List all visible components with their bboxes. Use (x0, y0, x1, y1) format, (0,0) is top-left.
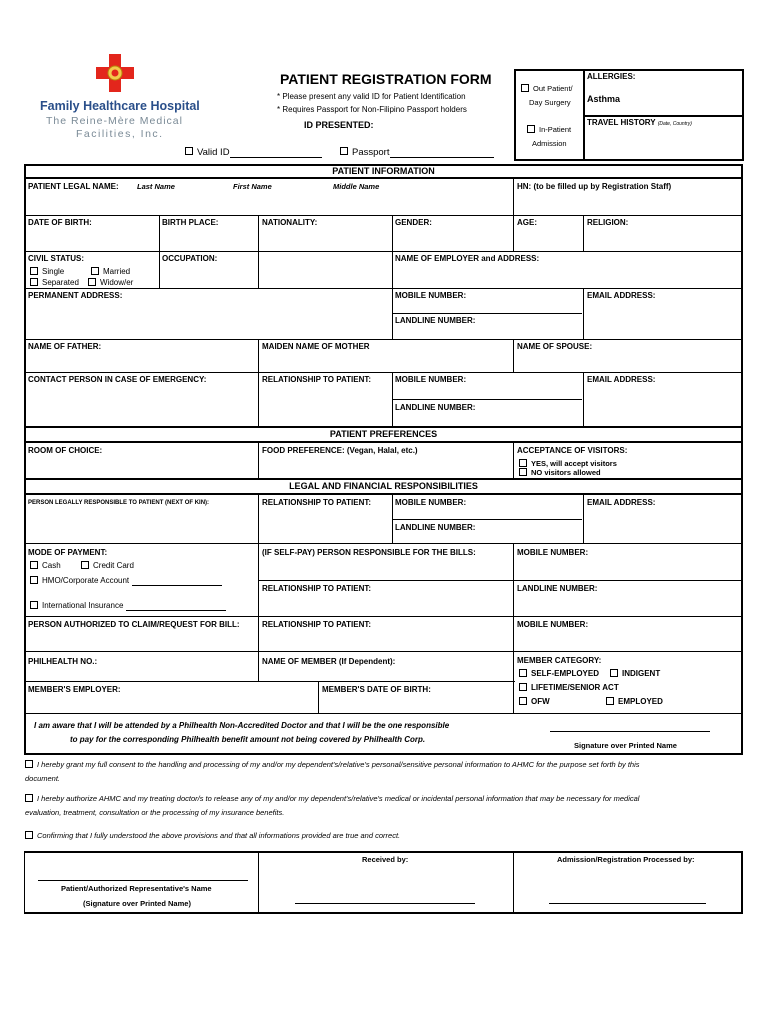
age-label: AGE: (517, 218, 537, 227)
section-patient-preferences: PATIENT PREFERENCES (329, 429, 438, 439)
id-note-1: * Please present any valid ID for Patient Identification (277, 92, 466, 101)
passport-label: Passport (352, 147, 390, 158)
dob-label: DATE OF BIRTH: (28, 218, 92, 227)
passport-line[interactable] (390, 157, 494, 158)
consent-2-text: I hereby authorize AHMC and my treating doctor/s to release any of my and/or my dependent's/relative's medical or incidental personal information that may be necessary for medical (37, 794, 640, 803)
philhealth-awareness-2: to pay for the corresponding Philhealth benefit amount not being covered by Philhealth Corp. (70, 735, 426, 744)
consent-1-text-2: document. (25, 774, 61, 783)
married-checkbox[interactable] (91, 267, 99, 275)
no-visitors-option[interactable] (519, 468, 601, 478)
travel-history-hint: (Date, Country) (657, 121, 692, 127)
member-employer-label: MEMBER'S EMPLOYER: (28, 685, 121, 694)
self-pay-landline-label: LANDLINE NUMBER: (517, 584, 598, 593)
emergency-mobile-label: MOBILE NUMBER: (395, 375, 467, 384)
credit-card-option[interactable] (81, 561, 134, 571)
no-visitors-checkbox[interactable] (519, 468, 527, 476)
separated-option[interactable] (30, 278, 79, 288)
awareness-signature-label: Signature over Printed Name (574, 741, 677, 750)
authorized-mobile-label: MOBILE NUMBER: (517, 620, 589, 629)
mobile-label: MOBILE NUMBER: (395, 291, 467, 300)
in-patient-label-1: In-Patient (539, 125, 572, 134)
member-name-label: NAME OF MEMBER (If Dependent): (262, 657, 396, 666)
passport-checkbox[interactable] (340, 147, 348, 155)
hmo-option[interactable] (30, 576, 222, 586)
mother-label: MAIDEN NAME OF MOTHER (262, 342, 370, 351)
no-visitors-label: NO visitors allowed (531, 468, 601, 477)
civil-status-label: CIVIL STATUS: (28, 254, 84, 263)
consent-1-checkbox[interactable] (25, 760, 33, 768)
lifetime-checkbox[interactable] (519, 683, 527, 691)
out-patient-option[interactable] (521, 84, 573, 93)
middle-name-hint: Middle Name (333, 182, 380, 191)
member-category-label: MEMBER CATEGORY: (517, 656, 602, 665)
emergency-relationship-label: RELATIONSHIP TO PATIENT: (262, 375, 372, 384)
single-checkbox[interactable] (30, 267, 38, 275)
indigent-option[interactable] (610, 669, 660, 679)
consent-1[interactable] (25, 758, 725, 786)
valid-id-field[interactable] (185, 147, 322, 158)
hospital-logo (96, 54, 134, 92)
nationality-label: NATIONALITY: (262, 218, 318, 227)
valid-id-line[interactable] (230, 157, 322, 158)
married-label: Married (103, 267, 131, 276)
allergies-value[interactable]: Asthma (587, 94, 621, 104)
allergies-label: ALLERGIES: (587, 72, 636, 81)
self-pay-label: (IF SELF-PAY) PERSON RESPONSIBLE FOR THE BILLS: (262, 548, 476, 557)
in-patient-option[interactable] (527, 125, 571, 134)
first-name-hint: First Name (233, 182, 272, 191)
rep-signature-line[interactable] (38, 880, 248, 881)
self-pay-mobile-label: MOBILE NUMBER: (517, 548, 589, 557)
self-pay-relationship-label: RELATIONSHIP TO PATIENT: (262, 584, 372, 593)
hospital-name: Family Healthcare Hospital (40, 99, 200, 113)
occupation-label: OCCUPATION: (162, 254, 218, 263)
employed-label: EMPLOYED (618, 697, 663, 706)
consent-3[interactable] (25, 829, 725, 843)
awareness-signature-line[interactable] (550, 731, 710, 732)
id-presented-label: ID PRESENTED: (304, 120, 374, 130)
hmo-label: HMO/Corporate Account (42, 576, 130, 585)
consent-1-text: I hereby grant my full consent to the handling and processing of my and/or my dependent's/relative's personal/sensitive personal information to AHMC for the purpose set forth by this (37, 760, 640, 769)
cash-checkbox[interactable] (30, 561, 38, 569)
cash-option[interactable] (30, 561, 61, 571)
credit-card-checkbox[interactable] (81, 561, 89, 569)
insurance-line[interactable] (126, 610, 226, 611)
authorized-relationship-label: RELATIONSHIP TO PATIENT: (262, 620, 372, 629)
section-legal-financial: LEGAL AND FINANCIAL RESPONSIBILITIES (289, 481, 478, 491)
married-option[interactable] (91, 267, 130, 277)
authorized-claim-label: PERSON AUTHORIZED TO CLAIM/REQUEST FOR BILL: (28, 620, 240, 629)
insurance-option[interactable] (30, 601, 226, 611)
next-of-kin-label: PERSON LEGALLY RESPONSIBLE TO PATIENT (NEXT OF KIN): (28, 500, 210, 506)
ofw-label: OFW (531, 697, 550, 706)
consent-3-text: Confirming that I fully understood the above provisions and that all informations provided are true and correct. (37, 831, 401, 840)
food-label: FOOD PREFERENCE: (Vegan, Halal, etc.) (262, 446, 418, 455)
last-name-hint: Last Name (137, 182, 175, 191)
spouse-label: NAME OF SPOUSE: (517, 342, 593, 351)
insurance-label: International Insurance (42, 601, 124, 610)
in-patient-label-2: Admission (532, 139, 567, 148)
ofw-option[interactable] (519, 697, 550, 707)
rep-sig-label: (Signature over Printed Name) (83, 899, 191, 908)
consent-2[interactable] (25, 792, 725, 820)
cash-label: Cash (42, 561, 61, 570)
yes-visitors-label: YES, will accept visitors (531, 459, 617, 468)
travel-history-field[interactable] (587, 118, 692, 129)
self-employed-checkbox[interactable] (519, 669, 527, 677)
section-patient-information: PATIENT INFORMATION (332, 166, 435, 176)
valid-id-checkbox[interactable] (185, 147, 193, 155)
kin-relationship-label: RELATIONSHIP TO PATIENT: (262, 498, 372, 507)
emergency-contact-label: CONTACT PERSON IN CASE OF EMERGENCY: (28, 375, 207, 384)
father-label: NAME OF FATHER: (28, 342, 102, 351)
indigent-label: INDIGENT (622, 669, 661, 678)
self-employed-option[interactable] (519, 669, 599, 679)
out-patient-label-2: Day Surgery (529, 98, 571, 107)
indigent-checkbox[interactable] (610, 669, 618, 677)
room-label: ROOM OF CHOICE: (28, 446, 103, 455)
hn-input[interactable] (514, 192, 741, 215)
email-label: EMAIL ADDRESS: (587, 291, 656, 300)
yes-visitors-checkbox[interactable] (519, 459, 527, 467)
valid-id-label: Valid ID (197, 147, 230, 158)
passport-field[interactable] (340, 147, 494, 158)
widow-checkbox[interactable] (88, 278, 96, 286)
consent-2-checkbox[interactable] (25, 794, 33, 802)
employed-checkbox[interactable] (606, 697, 614, 705)
hospital-subtitle-2: Facilities, Inc. (76, 128, 164, 140)
credit-card-label: Credit Card (93, 561, 134, 570)
lifetime-label: LIFETIME/SENIOR ACT (531, 683, 619, 692)
hn-label: HN: (to be filled up by Registration Staff) (517, 182, 672, 191)
self-employed-label: SELF-EMPLOYED (531, 669, 600, 678)
widow-option[interactable] (88, 278, 133, 288)
rep-name-label: Patient/Authorized Representative's Name (61, 884, 212, 893)
philhealth-awareness-1: I am aware that I will be attended by a Philhealth Non-Accredited Doctor and that I will be the one responsible (34, 721, 450, 730)
widow-label: Widow/er (100, 278, 134, 287)
id-note-2: * Requires Passport for Non-Filipino Passport holders (277, 105, 467, 114)
birth-place-label: BIRTH PLACE: (162, 218, 219, 227)
hmo-line[interactable] (132, 585, 222, 586)
employed-option[interactable] (606, 697, 663, 707)
hmo-checkbox[interactable] (30, 576, 38, 584)
employer-label: NAME OF EMPLOYER and ADDRESS: (395, 254, 540, 263)
permanent-address-label: PERMANENT ADDRESS: (28, 291, 123, 300)
kin-landline-label: LANDLINE NUMBER: (395, 523, 476, 532)
received-by-label: Received by: (362, 855, 409, 864)
religion-label: RELIGION: (587, 218, 629, 227)
hospital-subtitle-1: The Reine-Mère Medical (46, 115, 183, 127)
consent-3-checkbox[interactable] (25, 831, 33, 839)
emergency-landline-label: LANDLINE NUMBER: (395, 403, 476, 412)
gender-label: GENDER: (395, 218, 432, 227)
processed-by-line[interactable] (549, 903, 706, 904)
legal-name-label: PATIENT LEGAL NAME: (28, 182, 119, 191)
out-patient-label-1: Out Patient/ (533, 84, 573, 93)
separated-checkbox[interactable] (30, 278, 38, 286)
kin-mobile-label: MOBILE NUMBER: (395, 498, 467, 507)
travel-history-label: TRAVEL HISTORY (587, 118, 656, 127)
single-label: Single (42, 267, 65, 276)
red-cross-icon (96, 54, 134, 92)
lifetime-option[interactable] (519, 683, 619, 693)
out-patient-checkbox[interactable] (521, 84, 529, 92)
visitors-label: ACCEPTANCE OF VISITORS: (517, 446, 628, 455)
kin-email-label: EMAIL ADDRESS: (587, 498, 656, 507)
landline-label: LANDLINE NUMBER: (395, 316, 476, 325)
philhealth-no-label: PHILHEALTH NO.: (28, 657, 98, 666)
received-by-line[interactable] (295, 903, 475, 904)
member-dob-label: MEMBER'S DATE OF BIRTH: (322, 685, 431, 694)
payment-mode-label: MODE OF PAYMENT: (28, 548, 108, 557)
emergency-email-label: EMAIL ADDRESS: (587, 375, 656, 384)
legal-name-input[interactable] (25, 192, 513, 215)
insurance-checkbox[interactable] (30, 601, 38, 609)
form-title: PATIENT REGISTRATION FORM (280, 71, 492, 87)
single-option[interactable] (30, 267, 64, 277)
processed-by-label: Admission/Registration Processed by: (557, 855, 695, 864)
in-patient-checkbox[interactable] (527, 125, 535, 133)
consent-2-text-2: evaluation, treatment, consultation or the processing of my insurance benefits. (25, 808, 285, 817)
separated-label: Separated (42, 278, 79, 287)
ofw-checkbox[interactable] (519, 697, 527, 705)
